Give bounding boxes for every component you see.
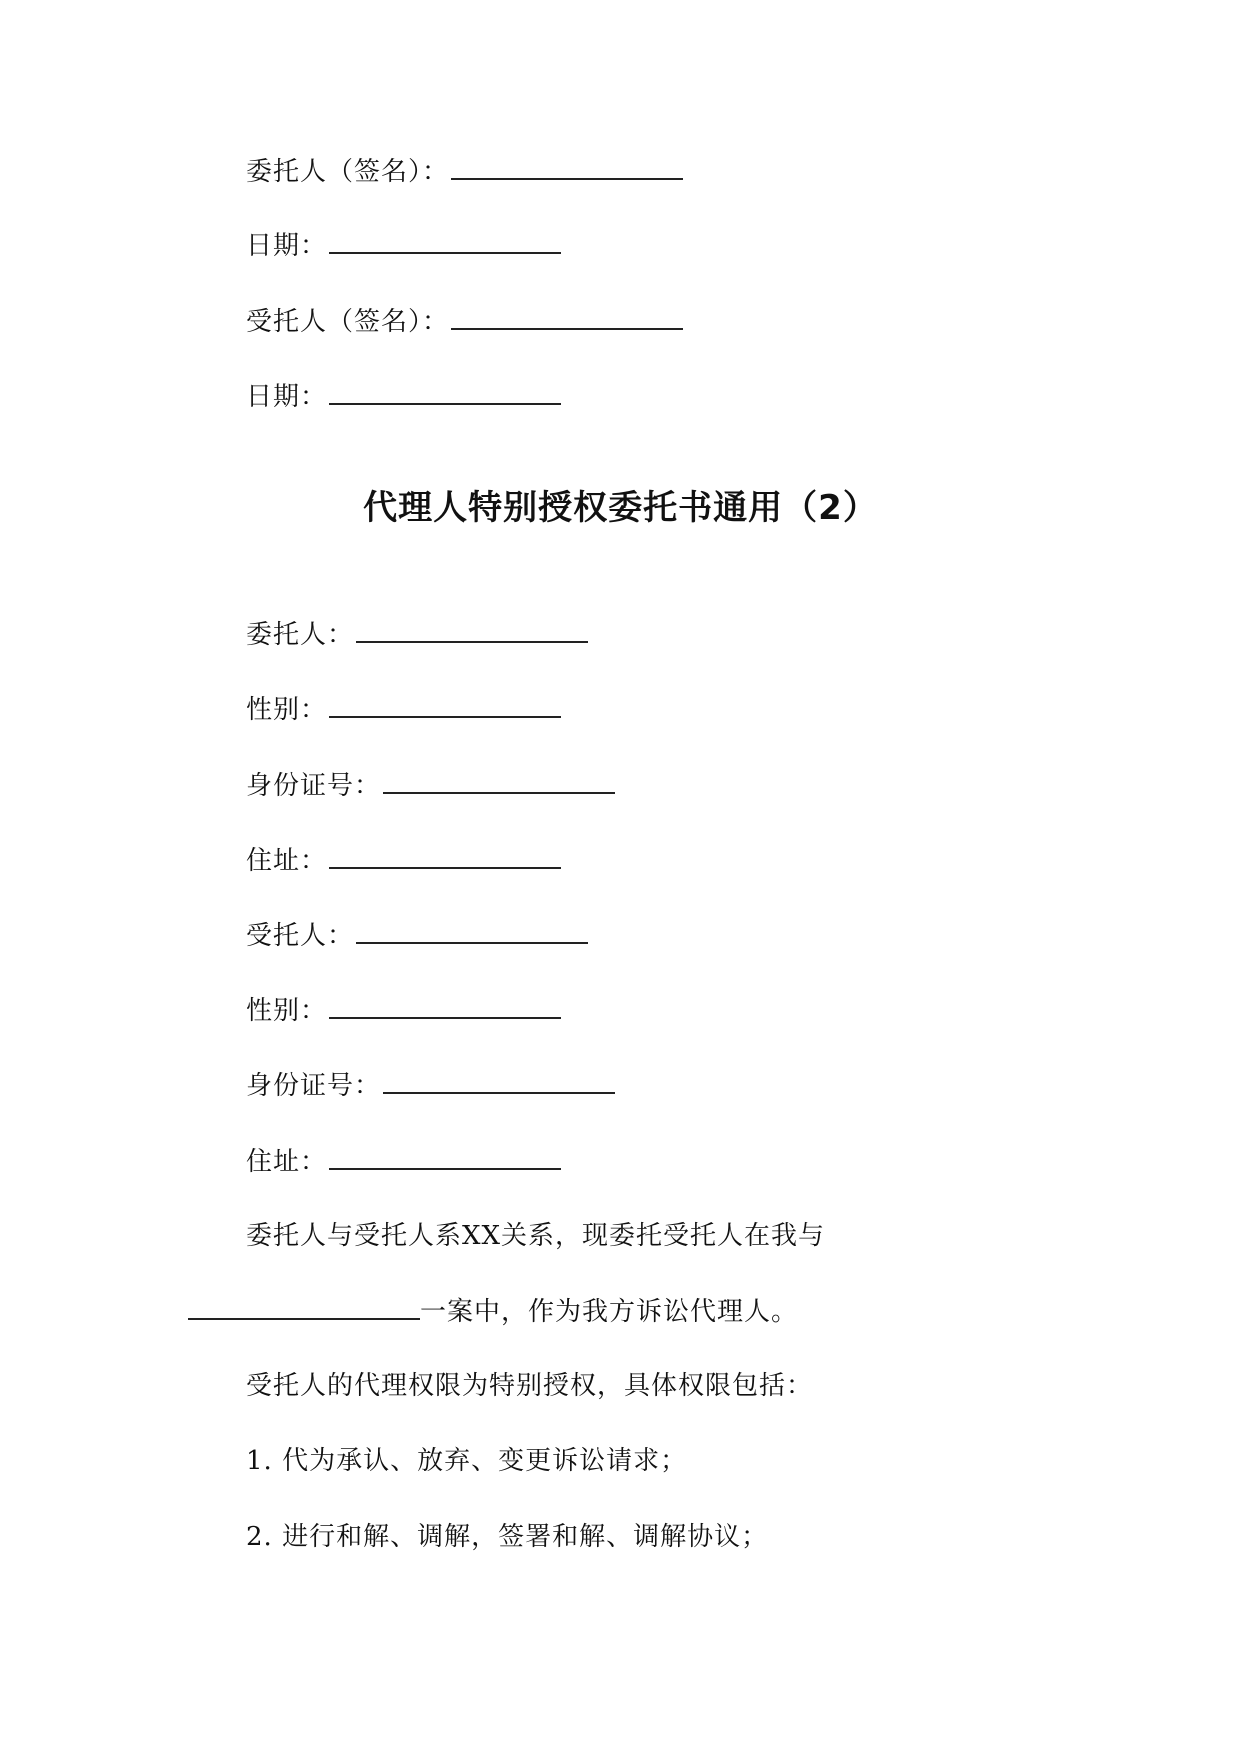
- principal-id-line: [246, 768, 615, 803]
- case-line: [188, 1294, 798, 1329]
- principal-signature-blank[interactable]: [451, 154, 683, 180]
- scope-paragraph: 受托人的代理权限为特别授权，具体权限包括：: [246, 1371, 814, 1401]
- agent-id-line: [246, 1068, 615, 1103]
- principal-name-line: [246, 617, 588, 652]
- agent-name-label: 受托人：: [246, 921, 355, 951]
- agent-id-blank[interactable]: [383, 1068, 615, 1094]
- principal-signature-label: 委托人（签名）：: [246, 157, 450, 187]
- agent-name-blank[interactable]: [356, 918, 588, 944]
- agent-gender-blank[interactable]: [329, 993, 561, 1019]
- agent-address-label: 住址：: [246, 1147, 328, 1177]
- principal-signature-line: [246, 154, 683, 189]
- principal-id-blank[interactable]: [383, 768, 615, 794]
- principal-id-label: 身份证号：: [246, 771, 382, 801]
- principal-address-label: 住址：: [246, 846, 328, 876]
- date-blank-2[interactable]: [329, 379, 561, 405]
- principal-address-blank[interactable]: [329, 843, 561, 869]
- agent-signature-blank[interactable]: [451, 304, 683, 330]
- relation-paragraph: 委托人与受托人系XX关系，现委托受托人在我与: [246, 1221, 826, 1251]
- principal-gender-line: [246, 692, 561, 727]
- agent-signature-line: [246, 304, 683, 339]
- date-line-1: [246, 228, 561, 263]
- principal-name-blank[interactable]: [356, 617, 588, 643]
- document-title: 代理人特别授权委托书通用（2）: [363, 488, 878, 528]
- agent-gender-label: 性别：: [246, 996, 328, 1026]
- principal-gender-blank[interactable]: [329, 692, 561, 718]
- agent-signature-label: 受托人（签名）：: [246, 307, 450, 337]
- date-label-1: 日期：: [246, 231, 328, 261]
- agent-gender-line: [246, 993, 561, 1028]
- agent-address-line: [246, 1144, 561, 1179]
- agent-id-label: 身份证号：: [246, 1071, 382, 1101]
- case-blank[interactable]: [188, 1294, 420, 1320]
- principal-address-line: [246, 843, 561, 878]
- agent-address-blank[interactable]: [329, 1144, 561, 1170]
- date-label-2: 日期：: [246, 382, 328, 412]
- date-blank-1[interactable]: [329, 228, 561, 254]
- principal-name-label: 委托人：: [246, 620, 355, 650]
- list-item: 1. 代为承认、放弃、变更诉讼请求；: [246, 1446, 688, 1476]
- agent-name-line: [246, 918, 588, 953]
- list-item: 2. 进行和解、调解，签署和解、调解协议；: [246, 1522, 769, 1552]
- principal-gender-label: 性别：: [246, 695, 328, 725]
- case-line-suffix: 一案中，作为我方诉讼代理人。: [420, 1297, 799, 1327]
- date-line-2: [246, 379, 561, 414]
